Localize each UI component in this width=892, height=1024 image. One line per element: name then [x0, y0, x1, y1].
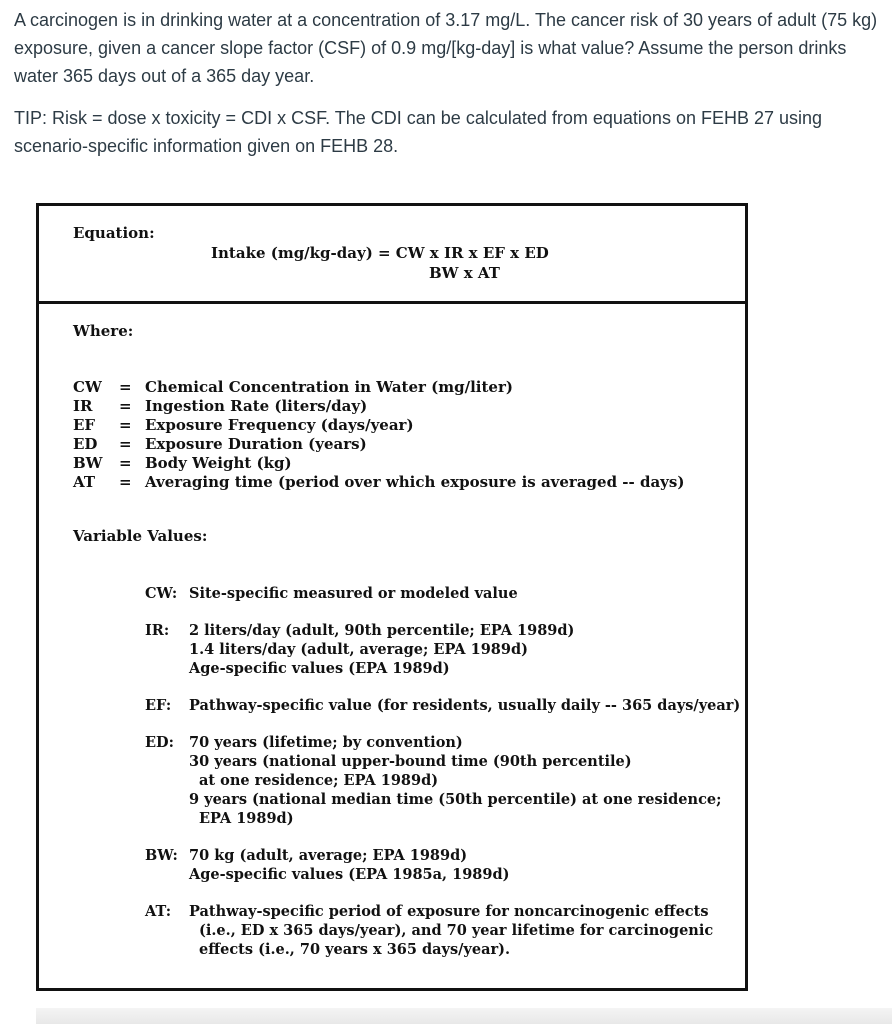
question-paragraph: A carcinogen is in drinking water at a concentration of 3.17 mg/L. The cancer risk of 30 years of adult (75 kg) exposure, given a cancer slope factor (CSF) of 0.9 mg/[kg-day] is what value? Assume the person drinks water 365 days out of a 365 day year. [14, 10, 878, 86]
value-line: (i.e., ED x 365 days/year), and 70 year lifetime for carcinogenic [199, 922, 714, 939]
definition-row [73, 435, 684, 454]
value-group-cw [145, 584, 740, 603]
value-key: CW: [145, 585, 178, 602]
value-line: Pathway-specific value (for residents, usually daily -- 365 days/year) [189, 697, 741, 714]
equation-label: Equation: [73, 224, 155, 242]
value-key: BW: [145, 847, 178, 864]
definition-equals: = [119, 416, 132, 434]
definitions-list [73, 378, 684, 492]
definition-row [73, 416, 684, 435]
definition-row [73, 454, 684, 473]
value-group-bw [145, 846, 740, 884]
value-line: Site-specific measured or modeled value [189, 585, 518, 602]
definition-text: Exposure Frequency (days/year) [145, 416, 414, 434]
value-line: 70 years (lifetime; by convention) [189, 734, 463, 751]
value-line: EPA 1989d) [199, 810, 294, 827]
variable-values-list [145, 584, 740, 977]
equation-numerator: Intake (mg/kg-day) = CW x IR x EF x ED [211, 244, 549, 262]
value-line: 1.4 liters/day (adult, average; EPA 1989d) [189, 641, 528, 658]
value-group-ir [145, 621, 740, 678]
definition-text: Ingestion Rate (liters/day) [145, 397, 368, 415]
definition-equals: = [119, 378, 132, 396]
definition-text: Chemical Concentration in Water (mg/liter) [145, 378, 513, 396]
definition-row [73, 473, 684, 492]
value-line: 9 years (national median time (50th percentile) at one residence; [189, 791, 722, 808]
definition-equals: = [119, 473, 132, 491]
value-group-at [145, 902, 740, 959]
value-line: Pathway-specific period of exposure for noncarcinogenic effects [189, 903, 709, 920]
value-line: 70 kg (adult, average; EPA 1989d) [189, 847, 468, 864]
definition-abbr: ED [73, 435, 98, 453]
equation-figure [36, 203, 748, 991]
value-key: IR: [145, 622, 170, 639]
definition-text: Exposure Duration (years) [145, 435, 367, 453]
question-text [14, 6, 882, 172]
definition-equals: = [119, 397, 132, 415]
value-key: ED: [145, 734, 174, 751]
definition-row [73, 397, 684, 416]
value-line: at one residence; EPA 1989d) [199, 772, 439, 789]
value-line: 2 liters/day (adult, 90th percentile; EPA 1989d) [189, 622, 575, 639]
definition-text: Averaging time (period over which exposure is averaged -- days) [145, 473, 685, 491]
value-key: EF: [145, 697, 172, 714]
equation-section [39, 206, 745, 304]
definition-equals: = [119, 454, 132, 472]
value-group-ef [145, 696, 740, 715]
where-label: Where: [73, 322, 134, 340]
value-line: Age-specific values (EPA 1985a, 1989d) [189, 866, 510, 883]
definition-row [73, 378, 684, 397]
value-group-ed [145, 733, 740, 828]
value-line: effects (i.e., 70 years x 365 days/year). [199, 941, 511, 958]
tip-paragraph: TIP: Risk = dose x toxicity = CDI x CSF. The CDI can be calculated from equations on FEHB 27 using scenario-specific information given on FEHB 28. [14, 108, 823, 156]
definition-abbr: EF [73, 416, 96, 434]
equation-denominator: BW x AT [429, 264, 500, 282]
variable-values-label: Variable Values: [73, 527, 208, 545]
value-line: 30 years (national upper-bound time (90th percentile) [189, 753, 632, 770]
definition-abbr: BW [73, 454, 103, 472]
definition-text: Body Weight (kg) [145, 454, 292, 472]
definition-abbr: CW [73, 378, 102, 396]
definition-equals: = [119, 435, 132, 453]
value-key: AT: [145, 903, 172, 920]
definition-abbr: IR [73, 397, 93, 415]
page-bottom-divider [36, 1008, 892, 1024]
definition-abbr: AT [73, 473, 95, 491]
value-line: Age-specific values (EPA 1989d) [189, 660, 450, 677]
